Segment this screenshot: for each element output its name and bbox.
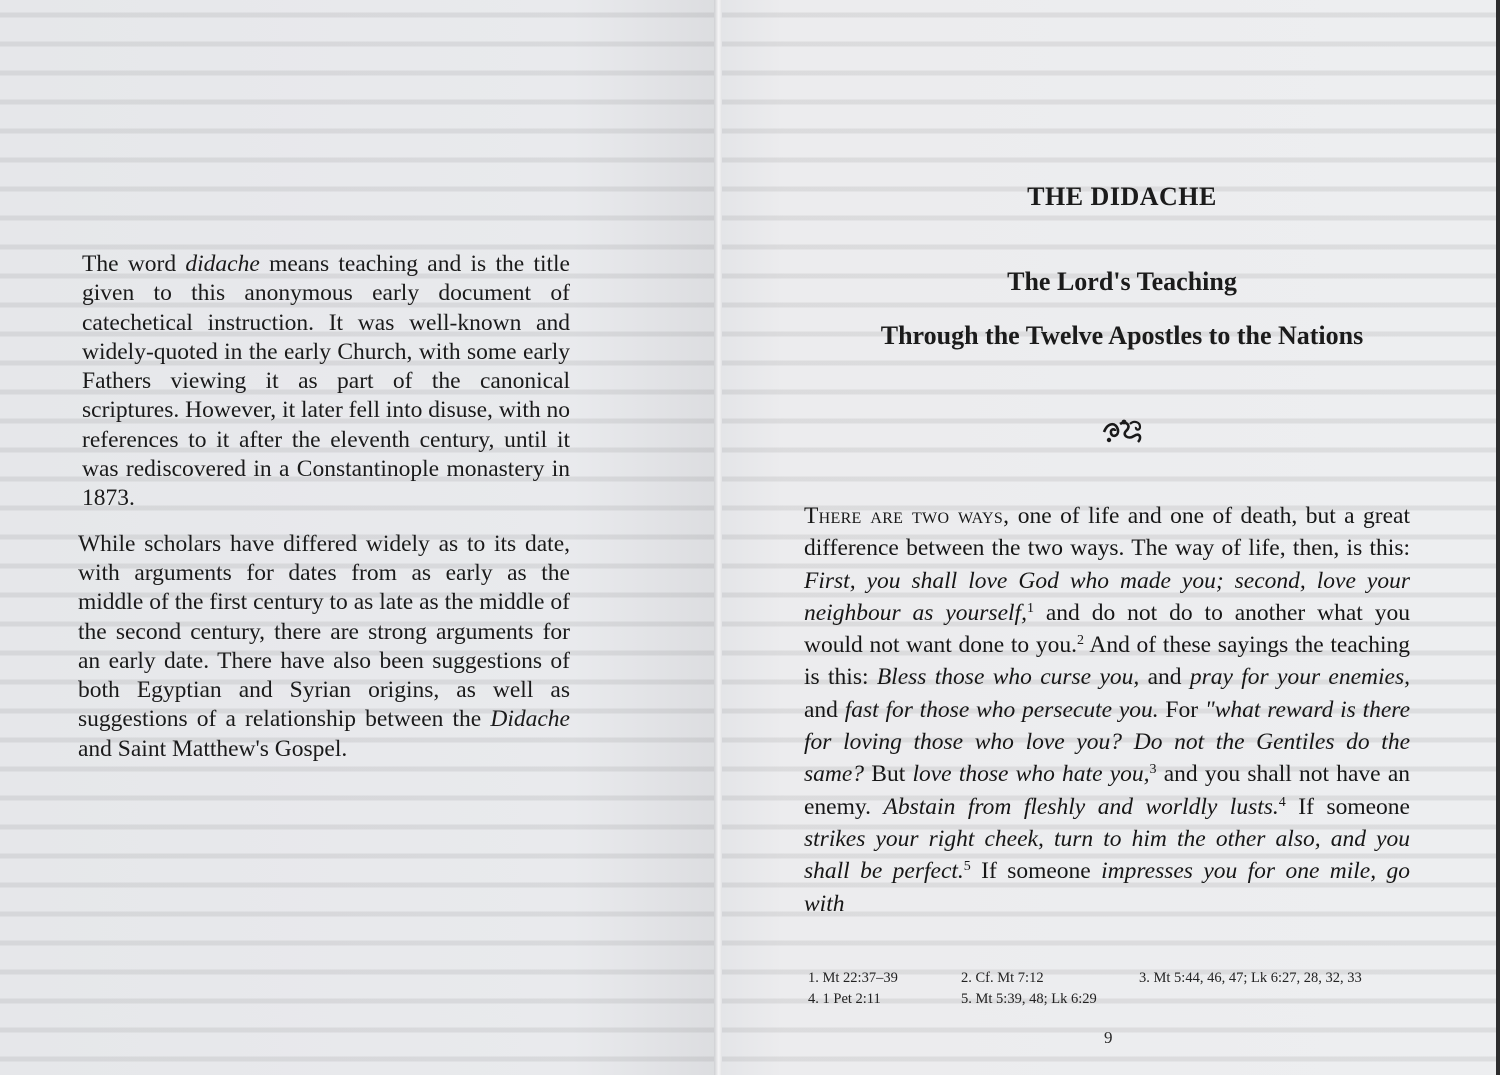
page-edge xyxy=(1496,0,1500,1075)
didache-body-text: There are two ways, one of life and one of death, but a great difference between the two ways. The way of life, then, is this: First, you shall love God who made you; second, love your neighbour as yourself,$^1$ and do not do to another what you would not want done to you.$^2$ And of these sayings the teaching is this: Bless those who curse you, and pray for your enemies, and fast for those who persecute you. For "what reward is there for loving those who love you? Do not the Gentiles do the same? But love those who hate you,$^3$ and you shall not have an enemy. Abstain from fleshly and worldly lusts.$^4$ If someone strikes your right cheek, turn to him the other also, and you shall be perfect.$^5$ If someone impresses you for one mile, go with xyxy=(804,503,1411,917)
right-page xyxy=(722,0,1500,1075)
footnote-5: 5. Mt 5:39, 48; Lk 6:29 xyxy=(961,991,1097,1007)
footnote-ref-3[interactable]: 3 xyxy=(1149,762,1157,778)
footnote-3: 3. Mt 5:44, 46, 47; Lk 6:27, 28, 32, 33 xyxy=(1139,970,1362,986)
fleuron-ornament-icon xyxy=(1100,418,1146,446)
book-title: THE DIDACHE xyxy=(1027,182,1217,211)
footnote-1: 1. Mt 22:37–39 xyxy=(808,970,898,986)
footnote-2: 2. Cf. Mt 7:12 xyxy=(961,970,1044,986)
subtitle-line-1: The Lord's Teaching xyxy=(1007,267,1237,296)
footnote-row xyxy=(808,989,1408,1010)
subtitle-line-2: Through the Twelve Apostles to the Nations xyxy=(880,321,1364,350)
footnote-ref-5[interactable]: 5 xyxy=(963,859,971,875)
left-page xyxy=(0,0,717,1075)
intro-paragraph-1: The word didache means teaching and is the title given to this anonymous early document of catechetical instruction. It was well-known and widely-quoted in the early Church, with some early Fathers viewing it as part of the canonical scriptures. However, it later fell into disuse, with no references to it after the eleventh century, until it was rediscovered in a Constantinople monastery in 1873. xyxy=(82,251,570,512)
footnote-ref-2[interactable]: 2 xyxy=(1077,633,1084,649)
intro-paragraph-2: While scholars have differed widely as to its date, with arguments for dates from as early as the middle of the first century to as late as the middle of the second century, there are strong arguments for an early date. There have also been suggestions of both Egyptian and Syrian origins, as well as suggestions of a relationship between the Didache and Saint Matthew's Gospel. xyxy=(78,530,570,762)
footnote-4: 4. 1 Pet 2:11 xyxy=(808,991,881,1007)
page-number: 9 xyxy=(1104,1028,1113,1047)
footnote-row xyxy=(808,968,1408,989)
footnote-ref-4[interactable]: 4 xyxy=(1278,794,1286,810)
introduction-text xyxy=(78,250,570,764)
footnote-ref-1[interactable]: 1 xyxy=(1026,600,1034,616)
footnotes xyxy=(808,968,1408,1010)
